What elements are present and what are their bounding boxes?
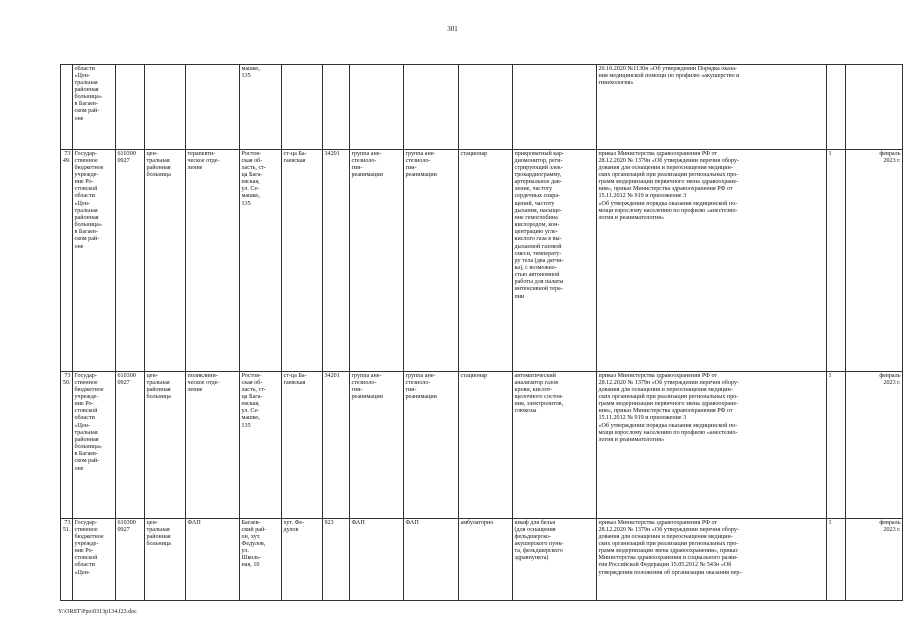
quantity-cell — [827, 65, 846, 150]
equipment-table — [60, 64, 903, 601]
code-cell — [116, 65, 145, 150]
table-row — [61, 150, 903, 372]
equipment-cell — [513, 65, 597, 150]
date-cell: февраль 2023 г. — [846, 519, 903, 601]
group-cell: группа ане- стезиоло- гии- реанимации — [404, 150, 459, 372]
hospital-cell — [145, 65, 186, 150]
department-cell: терапевти- ческое отде- ление — [186, 150, 240, 372]
row-number: 7350. — [61, 372, 73, 519]
department-cell: ФАП — [186, 519, 240, 601]
row-number: 7351. — [61, 519, 73, 601]
care-type-cell: стационар — [459, 150, 513, 372]
locality-code-cell: 34201 — [323, 150, 350, 372]
locality-code-cell: 923 — [323, 519, 350, 601]
regulation-cell: 20.10.2020 №1130н «Об утверждении Порядка оказа- ния медицинской помощи по профилю «акушерство и гинекология» — [597, 65, 827, 150]
organization-cell: Государ- ственное бюджетное учрежде- ние Ро- стовской области «Цен- тральная районная больница» в Багаев- ском рай- оне — [73, 372, 116, 519]
regulation-cell: приказ Министерства здравоохранения РФ от 28.12.2020 № 1379н «Об утверждении перечня обору- дования для оснащения и переоснащения медицин- ских организаций при реализации региональных про- грамм модернизации звена здравоохранения», приказ Министерства здравоохранения и социального разви- тия Российской Федерации 15.05.2012 № 543н «Об утверждении положения об организации оказания пер- — [597, 519, 827, 601]
row-number: 7349. — [61, 150, 73, 372]
group-cell: ФАП — [404, 519, 459, 601]
organization-cell: области «Цен- тральная районная больница» в Багаев- ском рай- оне — [73, 65, 116, 150]
hospital-cell: цен- тральная районная больница — [145, 372, 186, 519]
department-cell: поликлини- ческое отде- ление — [186, 372, 240, 519]
group-cell: группа ане- стезиоло- гии- реанимации — [350, 150, 404, 372]
row-number — [61, 65, 73, 150]
address-cell: Багаев- ский рай- он, хут. Федулов, ул. Школь- ная, 10 — [240, 519, 282, 601]
locality-cell: ст-ца Ба- гаевская — [282, 150, 323, 372]
table-row — [61, 372, 903, 519]
quantity-cell: 1 — [827, 519, 846, 601]
code-cell: 610300 0927 — [116, 372, 145, 519]
address-cell: машко, 135 — [240, 65, 282, 150]
group-cell: ФАП — [350, 519, 404, 601]
regulation-cell: приказ Министерства здравоохранения РФ от 28.12.2020 № 1379н «Об утверждении перечня обору- дования для оснащения и переоснащения медицин- ских организаций при реализации региональных про- грамм модернизации первичного звена здравоохране- ния», приказ Министерства здравоохранения РФ от 15.11.2012 № 919 и приложение 3 «Об утверждении порядка оказания медицинской по- мощи взрослому населению по профилю «анестезио- логия и реаниматология» — [597, 150, 827, 372]
table-row — [61, 519, 903, 601]
code-cell: 610300 0927 — [116, 150, 145, 372]
locality-cell — [282, 65, 323, 150]
group-cell — [404, 65, 459, 150]
address-cell: Ростов- ская об- ласть, ст- ца Бага- евская, ул. Се- машко, 135 — [240, 150, 282, 372]
care-type-cell: стационар — [459, 372, 513, 519]
hospital-cell: цен- тральная районная больница — [145, 519, 186, 601]
locality-cell: ст-ца Ба- гаевская — [282, 372, 323, 519]
quantity-cell: 1 — [827, 372, 846, 519]
care-type-cell — [459, 65, 513, 150]
code-cell: 610300 0927 — [116, 519, 145, 601]
regulation-cell: приказ Министерства здравоохранения РФ от 28.12.2020 № 1379н «Об утверждении перечня обору- дования для оснащения и переоснащения медицин- ских организаций при реализации региональных про- грамм модернизации первичного звена здравоохране- ния», приказ Министерства здравоохранения РФ от 15.11.2012 № 919 и приложение 3 «Об утверждении порядка оказания медицинской по- мощи взрослому населению по профилю «анестезио- логия и реаниматология» — [597, 372, 827, 519]
date-cell: февраль 2023 г. — [846, 150, 903, 372]
page-number: 301 — [447, 25, 458, 33]
department-cell — [186, 65, 240, 150]
care-type-cell: амбулаторно — [459, 519, 513, 601]
hospital-cell: цен- тральная районная больница — [145, 150, 186, 372]
organization-cell: Государ- ственное бюджетное учрежде- ние Ро- стовской области «Цен- — [73, 519, 116, 601]
date-cell: февраль 2023 г. — [846, 372, 903, 519]
group-cell: группа ане- стезиоло- гии- реанимации — [404, 372, 459, 519]
equipment-cell: шкаф для белья (для оснащения фельдшерско- акушерского пунк- та, фельдшерского здравпункта) — [513, 519, 597, 601]
date-cell — [846, 65, 903, 150]
locality-code-cell: 34201 — [323, 372, 350, 519]
address-cell: Ростов- ская об- ласть, ст- ца Бага- евская, ул. Се- машко, 135 — [240, 372, 282, 519]
organization-cell: Государ- ственное бюджетное учрежде- ние Ро- стовской области «Цен- тральная районная больница» в Багаев- ском рай- оне — [73, 150, 116, 372]
equipment-cell: автоматический анализатор газов крови, кислот- щелочного состоя- ния, электролитов, глюкозы — [513, 372, 597, 519]
table-row — [61, 65, 903, 150]
group-cell: группа ане- стезиоло- гии- реанимации — [350, 372, 404, 519]
equipment-cell: прикроватный кар- диомонитор, реги- стрирующий элек- трокардиограмму, артериальное дав- ление, частоту сердечных сокра- щений, частоту дыхания, насыще- ние гемоглобина кислородом, кон- центрацию угле- кислого газа в вы- дыхаемой газовой смеси, температу- ру тела (два датчи- ка), с возможно- стью автономной работы для палаты интенсивной тера- пии — [513, 150, 597, 372]
locality-code-cell — [323, 65, 350, 150]
quantity-cell: 1 — [827, 150, 846, 372]
locality-cell: хут. Фе- дулов — [282, 519, 323, 601]
footer-file-path: Y:\ORST\Ppo\0313p134.f23.doc — [58, 609, 137, 615]
group-cell — [350, 65, 404, 150]
